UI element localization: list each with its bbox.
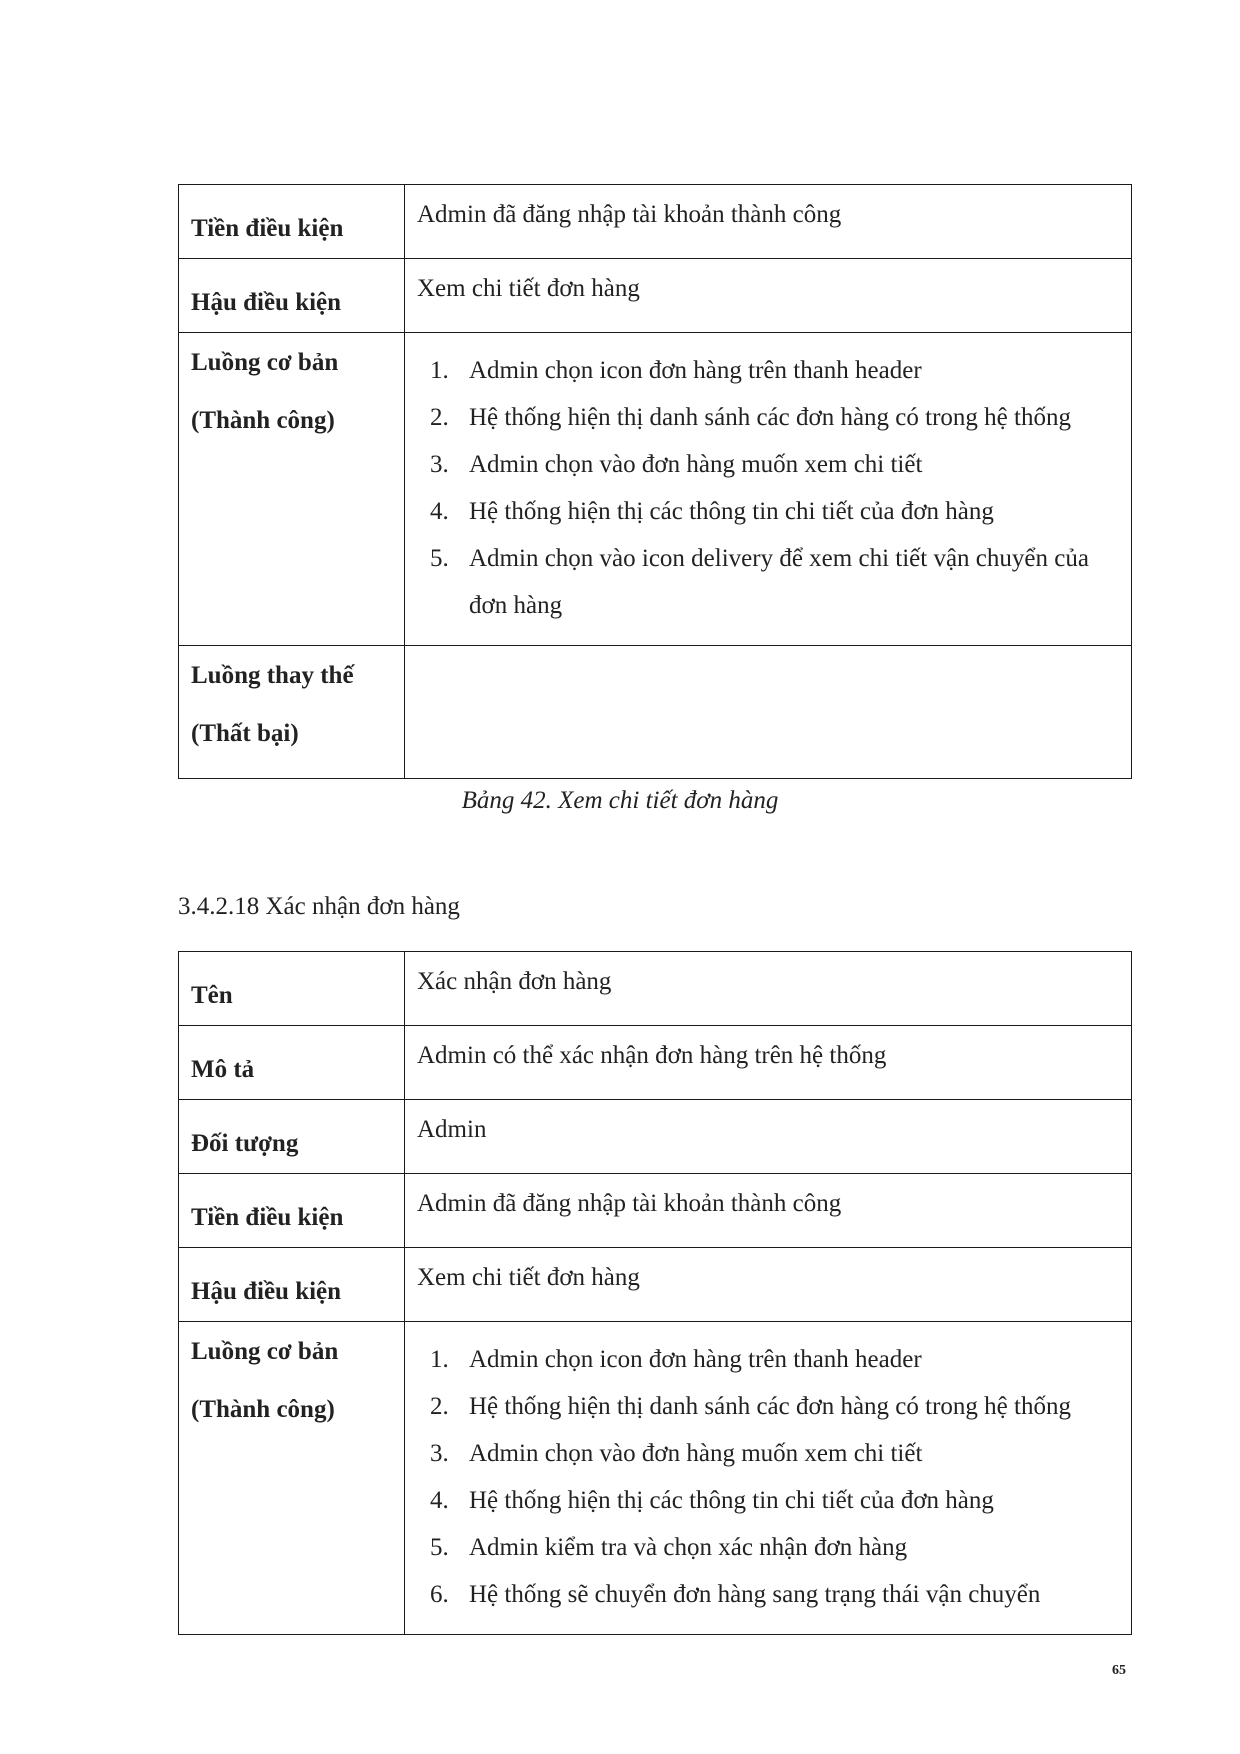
list-item: 3. Admin chọn vào đơn hàng muốn xem chi tiết bbox=[430, 1440, 923, 1467]
list-item: 5. Admin chọn vào icon delivery để xem chi tiết vận chuyển của đơn hàng bbox=[430, 545, 1089, 619]
list-item: 2. Hệ thống hiện thị danh sánh các đơn hàng có trong hệ thống bbox=[430, 1393, 1071, 1420]
table-row bbox=[179, 1100, 1132, 1174]
page-number: 65 bbox=[1112, 1663, 1126, 1678]
row-label: Tiền điều kiện bbox=[179, 185, 405, 259]
table-caption: Bảng 42. Xem chi tiết đơn hàng bbox=[461, 787, 779, 814]
row-label bbox=[179, 646, 405, 779]
row-label: Hậu điều kiện bbox=[179, 1248, 405, 1322]
table-row-basic-flow bbox=[179, 333, 1132, 646]
section-heading: 3.4.2.18 Xác nhận đơn hàng bbox=[178, 893, 460, 920]
table-row bbox=[179, 259, 1132, 333]
use-case-table-view-order bbox=[178, 184, 1132, 779]
use-case-table-confirm-order bbox=[178, 951, 1132, 1635]
list-item: 3. Admin chọn vào đơn hàng muốn xem chi tiết bbox=[430, 451, 923, 478]
row-value: Xem chi tiết đơn hàng bbox=[405, 259, 1132, 333]
list-item: 1. Admin chọn icon đơn hàng trên thanh header bbox=[430, 1346, 922, 1373]
table-row-alt-flow bbox=[179, 646, 1132, 779]
table-row bbox=[179, 1026, 1132, 1100]
list-item: 6. Hệ thống sẽ chuyển đơn hàng sang trạng thái vận chuyển bbox=[430, 1581, 1041, 1608]
steps-list bbox=[405, 1336, 1123, 1618]
row-label: Tên bbox=[179, 952, 405, 1026]
label-line: Luồng cơ bản bbox=[191, 349, 339, 376]
list-item: 4. Hệ thống hiện thị các thông tin chi tiết của đơn hàng bbox=[430, 498, 994, 525]
table-row bbox=[179, 185, 1132, 259]
table-row-basic-flow bbox=[179, 1322, 1132, 1635]
list-item: 5. Admin kiểm tra và chọn xác nhận đơn hàng bbox=[430, 1534, 908, 1561]
row-label bbox=[179, 1322, 405, 1635]
row-label: Hậu điều kiện bbox=[179, 259, 405, 333]
row-label bbox=[179, 333, 405, 646]
label-line: Luồng cơ bản bbox=[191, 1338, 339, 1365]
list-item: 4. Hệ thống hiện thị các thông tin chi tiết của đơn hàng bbox=[430, 1487, 994, 1514]
row-value: Xem chi tiết đơn hàng bbox=[405, 1248, 1132, 1322]
row-value: Admin có thể xác nhận đơn hàng trên hệ thống bbox=[405, 1026, 1132, 1100]
label-line: (Thành công) bbox=[191, 1396, 335, 1423]
row-value bbox=[405, 646, 1132, 779]
row-value: Admin bbox=[405, 1100, 1132, 1174]
label-line: Luồng thay thế bbox=[191, 662, 354, 689]
label-line: (Thất bại) bbox=[191, 720, 299, 747]
row-label: Mô tả bbox=[179, 1026, 405, 1100]
steps-cell bbox=[405, 1322, 1132, 1635]
table-row bbox=[179, 1248, 1132, 1322]
row-label: Tiền điều kiện bbox=[179, 1174, 405, 1248]
steps-list bbox=[405, 347, 1123, 629]
steps-cell bbox=[405, 333, 1132, 646]
list-item: 1. Admin chọn icon đơn hàng trên thanh header bbox=[430, 357, 922, 384]
row-value: Admin đã đăng nhập tài khoản thành công bbox=[405, 1174, 1132, 1248]
row-value: Admin đã đăng nhập tài khoản thành công bbox=[405, 185, 1132, 259]
table-row bbox=[179, 1174, 1132, 1248]
row-value: Xác nhận đơn hàng bbox=[405, 952, 1132, 1026]
label-line: (Thành công) bbox=[191, 407, 335, 434]
table-row bbox=[179, 952, 1132, 1026]
row-label: Đối tượng bbox=[179, 1100, 405, 1174]
list-item: 2. Hệ thống hiện thị danh sánh các đơn hàng có trong hệ thống bbox=[430, 404, 1071, 431]
